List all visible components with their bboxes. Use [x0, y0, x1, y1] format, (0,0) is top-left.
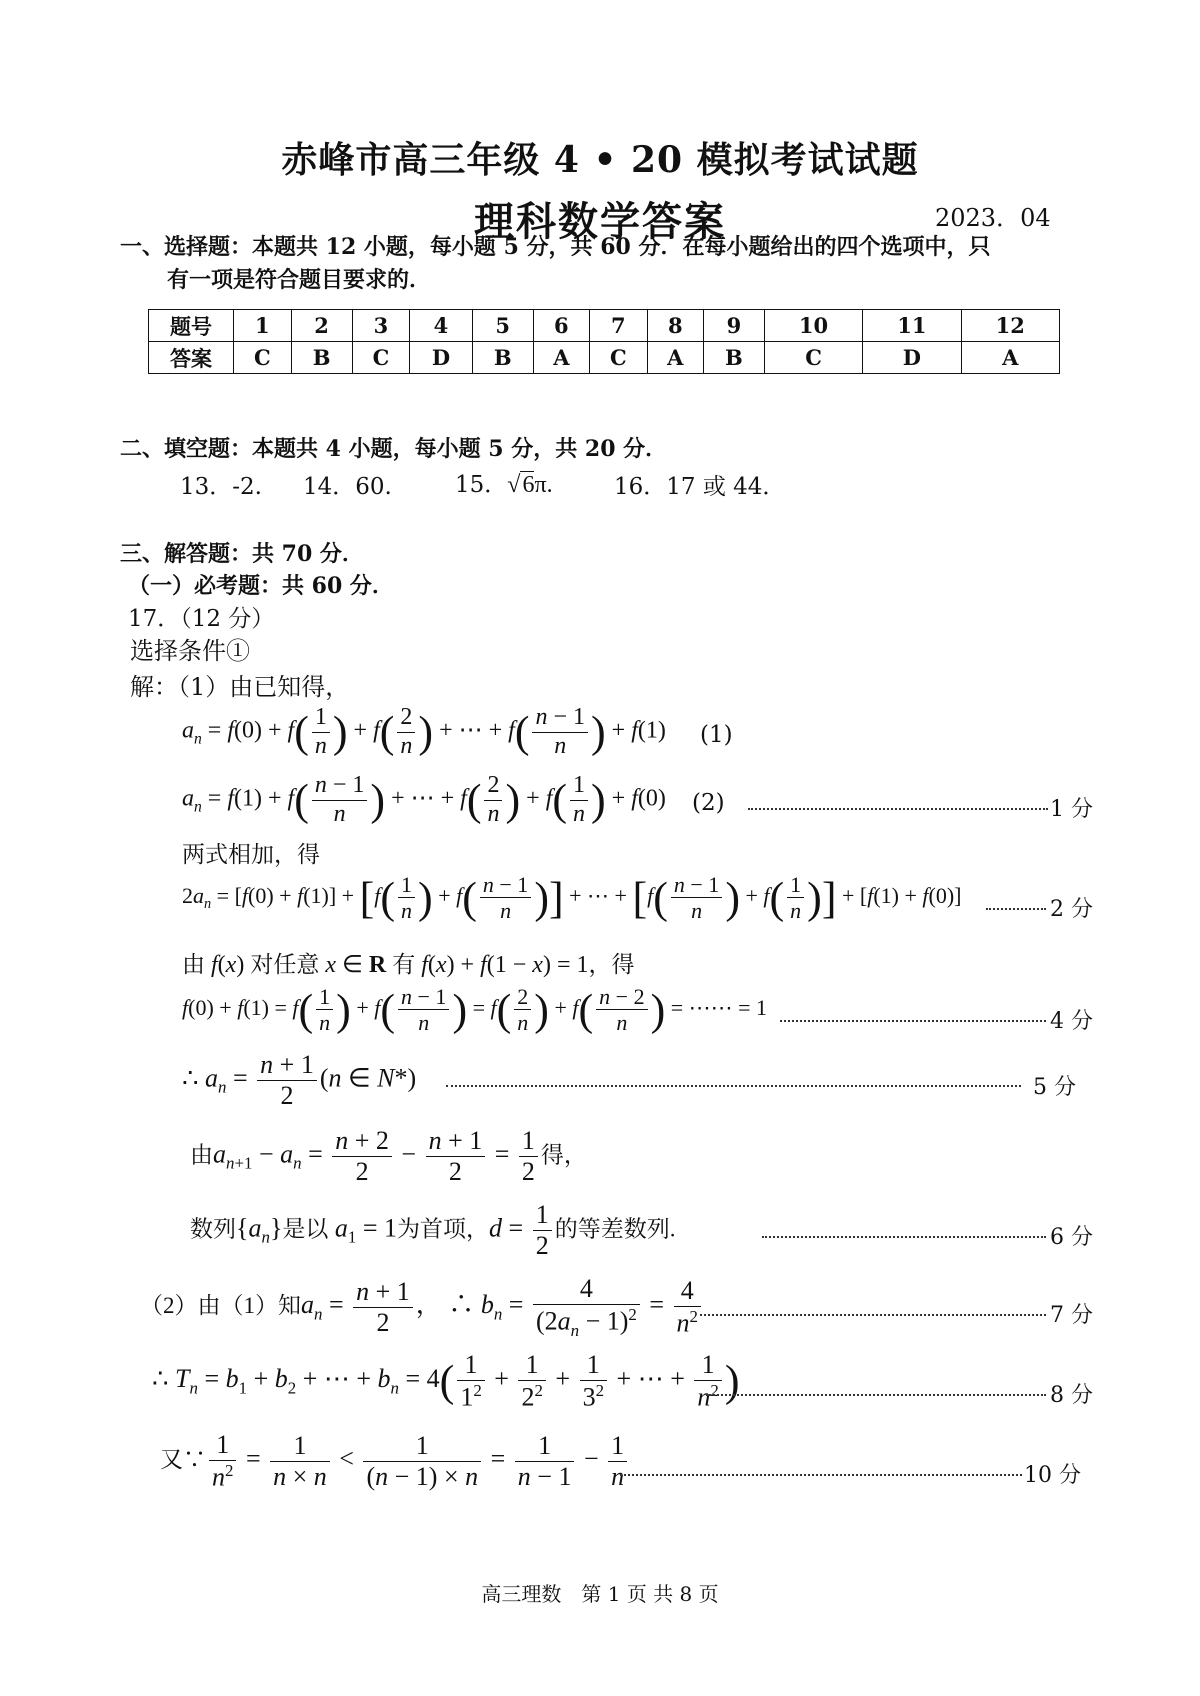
- exam-date: 2023．04: [935, 204, 1051, 232]
- part2-intro: （2）由（1）知: [140, 1293, 301, 1319]
- seq-text-1: 数列: [190, 1216, 236, 1242]
- pi-tail: π.: [534, 472, 553, 498]
- dotted-leader: [446, 1085, 1021, 1087]
- table-answer-label: 答案: [149, 342, 234, 374]
- fill-answer-14: 14．60.: [303, 474, 392, 500]
- answer-cell: B: [703, 342, 764, 374]
- section3-heading: 三、解答题：共 70 分．: [120, 541, 364, 567]
- score-mark: 2 分: [1050, 897, 1093, 922]
- equation-an-closed: ∴ $a_n$ = $\frac{n + 1}{2}$ (n ∈ N*): [182, 1050, 417, 1110]
- equation-an-1: $a_n = f(0) + f$( $\frac{1}{n}$ ) + f( $\frac{2}{n}$ ) + ⋯ + f( $\frac{n - 1}{n}$ ) + f(1): [182, 704, 666, 759]
- difference-prefix: 由: [190, 1142, 213, 1168]
- equation-inequality: 又∵ $\frac{1}{n^2}$ = $\frac{1}{n \times n}$ < $\frac{1}{(n - 1) \times n}$ = $\frac{1}{n - 1}$ − $\frac{1}{n}$: [160, 1430, 630, 1492]
- question-number: 7: [590, 310, 648, 342]
- dotted-leader: [620, 1474, 1022, 1476]
- arithmetic-sequence-line: 数列$\{a_n\}$是以 $a_1 = 1$为首项，d = $\frac{1}{2}$ 的等差数列.: [190, 1200, 676, 1260]
- dotted-leader: [706, 1394, 1046, 1396]
- score-mark: 5 分: [1033, 1075, 1076, 1100]
- answer-cell: C: [764, 342, 862, 374]
- answer-cell: C: [352, 342, 410, 374]
- dotted-leader: [762, 1236, 1046, 1238]
- answer-cell: D: [410, 342, 473, 374]
- answer-table-answer-row: [149, 342, 1060, 374]
- page-title: 赤峰市高三年级 4 • 20 模拟考试试题: [281, 139, 919, 181]
- answer-cell: A: [961, 342, 1059, 374]
- solution-part1-intro: 解：（1）由已知得，: [130, 673, 350, 701]
- add-equations-text: 两式相加，得: [182, 842, 320, 868]
- dotted-leader: [986, 908, 1046, 910]
- question-number: 6: [533, 310, 589, 342]
- seq-text-4: 的等差数列.: [554, 1216, 676, 1242]
- answer-cell: A: [533, 342, 589, 374]
- question-number: 2: [291, 310, 352, 342]
- fill-answer-13: 13．-2.: [180, 474, 262, 500]
- equation-bn: （2）由（1）知$a_n$ = $\frac{n + 1}{2}$ ， ∴ $b_n$ = $\frac{4}{(2a_n - 1)^2}$ = $\frac{4}{n^2}$: [140, 1274, 704, 1340]
- answer-cell: D: [863, 342, 961, 374]
- equation-tag-2: (2): [692, 790, 725, 816]
- question-number: 9: [703, 310, 764, 342]
- answer-cell: C: [234, 342, 292, 374]
- question-number: 8: [647, 310, 703, 342]
- answer-cell: B: [472, 342, 533, 374]
- question-number: 1: [234, 310, 292, 342]
- question-number: 3: [352, 310, 410, 342]
- answer-cell: B: [291, 342, 352, 374]
- condition-text-2: 对任意: [250, 952, 320, 978]
- equation-2an: $2a_n = [f(0) + f(1)] + [f$( $\frac{1}{n}$ ) + f( $\frac{n - 1}{n}$ )] + ⋯ + [f( $\frac{n - 1}{n}$ ) + f( $\frac{1}{n}$ )] + [f(1) + f(0)]: [182, 872, 962, 924]
- fill-answer-15-label: 15．: [455, 472, 508, 498]
- sqrt-radicand: 6: [522, 472, 535, 498]
- section3-subheading: （一）必考题：共 60 分．: [128, 573, 394, 599]
- question-number: 10: [764, 310, 862, 342]
- score-mark: 6 分: [1050, 1225, 1093, 1250]
- page-footer: 高三理数 第 1 页 共 8 页: [481, 1582, 719, 1606]
- question-number: 11: [863, 310, 961, 342]
- seq-text-3: 为首项，: [397, 1216, 490, 1242]
- score-mark: 1 分: [1050, 797, 1093, 822]
- condition-text-1: 由: [182, 952, 205, 978]
- score-mark: 10 分: [1024, 1463, 1081, 1488]
- page-subtitle: 理科数学答案: [474, 198, 726, 245]
- section1-heading: 一、选择题：本题共 12 小题，每小题 5 分，共 60 分．在每小题给出的四个选项中，只: [120, 234, 991, 260]
- equation-an-2: $a_n = f(1) + f$( $\frac{n - 1}{n}$ ) + ⋯ + f( $\frac{2}{n}$ ) + f( $\frac{1}{n}$ ) + f(0): [182, 772, 666, 827]
- fill-answer-15: [455, 466, 553, 499]
- question-number: 4: [410, 310, 473, 342]
- score-mark: 7 分: [1050, 1303, 1093, 1328]
- condition-text-3: 有: [392, 952, 416, 978]
- answer-table: [148, 309, 1060, 374]
- question-number: 12: [961, 310, 1059, 342]
- sqrt-symbol: √: [507, 472, 521, 498]
- equation-pair-sums: f(0) + f(1) = f( $\frac{1}{n}$ ) + f( $\frac{n - 1}{n}$ ) = f( $\frac{2}{n}$ ) + f( $\frac{n - 2}{n}$ ) = ⋯⋯ = 1: [182, 984, 768, 1036]
- dotted-leader: [780, 1020, 1046, 1022]
- condition-text-4: ，得: [588, 952, 635, 978]
- equation-tn: ∴ $T_n = b_1 + b_2$ + ⋯ + $b_n = 4$( $\frac{1}{1^2}$ + $\frac{1}{2^2}$ + $\frac{1}{3^2}$ + ⋯ + $\frac{1}{n^2}$ ): [152, 1350, 740, 1412]
- fill-answer-16: 16．17 或 44．: [614, 474, 786, 500]
- section2-heading: 二、填空题：本题共 4 小题，每小题 5 分，共 20 分．: [120, 436, 668, 462]
- dotted-leader: [700, 1314, 1046, 1316]
- question-17-label: 17．（12 分）: [128, 606, 275, 632]
- equation-difference: 由$a_{n+1} - a_n$ = $\frac{n + 2}{2}$ − $\frac{n + 1}{2}$ = $\frac{1}{2}$ 得，: [190, 1126, 587, 1186]
- answer-cell: A: [647, 342, 703, 374]
- seq-text-2: 是以: [282, 1216, 329, 1242]
- equation-tag-1: (1): [700, 722, 733, 748]
- condition-line: 由 f(x) 对任意 x ∈ R 有 f(x) + f(1 − x) = 1，得: [182, 952, 635, 978]
- also-prefix: 又∵: [160, 1447, 206, 1473]
- table-header-label: 题号: [149, 310, 234, 342]
- score-mark: 4 分: [1050, 1009, 1093, 1034]
- question-number: 5: [472, 310, 533, 342]
- score-mark: 8 分: [1050, 1383, 1093, 1408]
- difference-suffix: 得，: [540, 1142, 587, 1168]
- section1-heading-cont: 有一项是符合题目要求的．: [167, 267, 432, 293]
- dotted-leader: [748, 808, 1048, 810]
- choose-condition: 选择条件①: [130, 637, 250, 665]
- answer-table-header-row: [149, 310, 1060, 342]
- answer-cell: C: [590, 342, 648, 374]
